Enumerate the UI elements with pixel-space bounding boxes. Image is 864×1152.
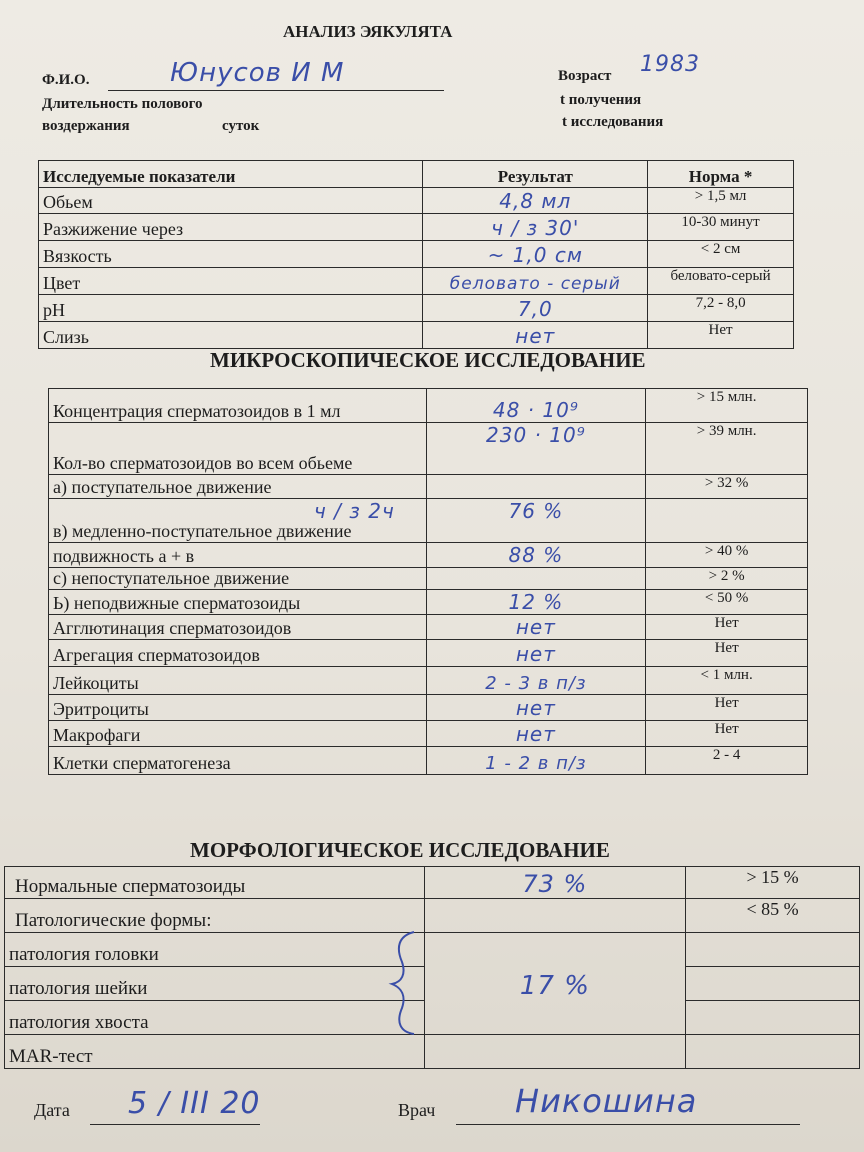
row-result: нет	[423, 322, 648, 349]
t-receive-label: t получения	[560, 92, 642, 108]
fio-label: Ф.И.О.	[42, 72, 90, 88]
days-label: суток	[222, 118, 260, 134]
micro-table	[48, 388, 808, 775]
table-row	[5, 867, 860, 899]
row-result: нет	[426, 721, 646, 747]
row-norm: < 2 см	[648, 241, 794, 268]
row-label: патология головки	[5, 933, 425, 967]
row-result: 230 · 10⁹	[426, 423, 646, 475]
table-row	[49, 590, 808, 615]
row-result: ~ 1,0 см	[423, 241, 648, 268]
row-norm: > 39 млн.	[646, 423, 808, 475]
table-row	[49, 615, 808, 640]
row-label: pH	[39, 295, 423, 322]
table-row	[5, 967, 860, 1001]
row-label: Концентрация сперматозоидов в 1 мл	[49, 389, 427, 423]
table-row	[5, 1035, 860, 1069]
table-row	[49, 721, 808, 747]
document-title: АНАЛИЗ ЭЯКУЛЯТА	[283, 22, 453, 41]
age-value: 1983	[640, 52, 700, 77]
morph-table	[4, 866, 860, 1069]
row-norm	[646, 499, 808, 543]
table-row	[39, 268, 794, 295]
row-norm: 7,2 - 8,0	[648, 295, 794, 322]
row-norm: < 85 %	[686, 899, 860, 933]
row-norm: 10-30 минут	[648, 214, 794, 241]
table-row	[5, 899, 860, 933]
row-norm	[686, 1035, 860, 1069]
row-label: MAR-тест	[5, 1035, 425, 1069]
row-result: 1 - 2 в п/з	[426, 747, 646, 775]
table-row	[49, 543, 808, 568]
table-row	[49, 568, 808, 590]
row-result: 4,8 мл	[423, 188, 648, 214]
row-label: Цвет	[39, 268, 423, 295]
fio-underline	[108, 90, 444, 91]
table-row	[5, 933, 860, 967]
row-norm: > 32 %	[646, 475, 808, 499]
table-row	[49, 499, 808, 543]
row-norm: > 2 %	[646, 568, 808, 590]
date-label: Дата	[34, 1100, 70, 1120]
duration-label-1: Длительность полового	[42, 96, 203, 112]
row-result	[426, 475, 646, 499]
table-row	[49, 667, 808, 695]
table-row	[39, 322, 794, 349]
table-header-row	[39, 161, 794, 188]
doctor-signature: Никошина	[515, 1082, 698, 1120]
row-label: Обьем	[39, 188, 423, 214]
row-result: 17 %	[424, 967, 686, 1001]
row-norm: Нет	[646, 640, 808, 667]
row-norm: 2 - 4	[646, 747, 808, 775]
date-underline	[90, 1124, 260, 1125]
basic-params-table	[38, 160, 794, 349]
doctor-underline	[456, 1124, 800, 1125]
row-label: Эритроциты	[49, 695, 427, 721]
micro-section-title: МИКРОСКОПИЧЕСКОЕ ИССЛЕДОВАНИЕ	[210, 348, 646, 372]
row-norm	[686, 933, 860, 967]
row-norm: беловато-серый	[648, 268, 794, 295]
row-result: нет	[426, 640, 646, 667]
row-norm: Нет	[646, 615, 808, 640]
row-label: а) поступательное движение	[49, 475, 427, 499]
date-value: 5 / III 20	[128, 1086, 261, 1121]
row-norm	[686, 967, 860, 1001]
row-result	[424, 1035, 686, 1069]
row-result	[426, 568, 646, 590]
row-label: Вязкость	[39, 241, 423, 268]
col-param-header: Исследуемые показатели	[39, 161, 423, 188]
table-row	[49, 747, 808, 775]
row-extra-note: ч / з 2ч	[314, 499, 395, 523]
row-label: подвижность а + в	[49, 543, 427, 568]
row-norm: > 1,5 мл	[648, 188, 794, 214]
row-norm: < 50 %	[646, 590, 808, 615]
row-result: нет	[426, 615, 646, 640]
brace-mark	[384, 928, 424, 1038]
row-label: Агглютинация сперматозоидов	[49, 615, 427, 640]
row-norm: Нет	[646, 721, 808, 747]
row-label: Макрофаги	[49, 721, 427, 747]
table-row	[49, 475, 808, 499]
row-result	[424, 899, 686, 933]
table-row	[39, 214, 794, 241]
row-result: ч / з 30'	[423, 214, 648, 241]
row-result: 76 %	[426, 499, 646, 543]
row-norm: Нет	[646, 695, 808, 721]
row-label: Лейкоциты	[49, 667, 427, 695]
row-result	[424, 933, 686, 967]
row-result: 88 %	[426, 543, 646, 568]
row-norm: > 15 млн.	[646, 389, 808, 423]
row-label: Патологические формы:	[5, 899, 425, 933]
table-row	[49, 389, 808, 423]
row-label: Клетки сперматогенеза	[49, 747, 427, 775]
fio-value: Юнусов И М	[170, 58, 345, 88]
t-study-label: t исследования	[562, 114, 664, 130]
row-norm: > 15 %	[686, 867, 860, 899]
row-result: нет	[426, 695, 646, 721]
doctor-label: Врач	[398, 1100, 436, 1120]
row-result: 48 · 10⁹	[426, 389, 646, 423]
row-label: с) непоступательное движение	[49, 568, 427, 590]
row-label-cell	[49, 499, 427, 543]
row-norm	[686, 1001, 860, 1035]
morph-section-title: МОРФОЛОГИЧЕСКОЕ ИССЛЕДОВАНИЕ	[190, 838, 610, 862]
row-label: Ь) неподвижные сперматозоиды	[49, 590, 427, 615]
table-row	[49, 695, 808, 721]
age-label: Возраст	[558, 68, 612, 84]
table-row	[39, 295, 794, 322]
table-row	[5, 1001, 860, 1035]
table-row	[49, 423, 808, 475]
row-result: 12 %	[426, 590, 646, 615]
col-result-header: Результат	[423, 161, 648, 188]
row-norm: < 1 млн.	[646, 667, 808, 695]
table-row	[39, 188, 794, 214]
row-label: патология хвоста	[5, 1001, 425, 1035]
row-label: в) медленно-поступательное движение	[53, 521, 352, 541]
table-row	[39, 241, 794, 268]
row-label: Кол-во сперматозоидов во всем обьеме	[49, 423, 427, 475]
row-result: 7,0	[423, 295, 648, 322]
row-label: Слизь	[39, 322, 423, 349]
duration-label-2: воздержания	[42, 118, 130, 134]
row-label: Нормальные сперматозоиды	[5, 867, 425, 899]
row-norm: > 40 %	[646, 543, 808, 568]
row-norm: Нет	[648, 322, 794, 349]
row-label: Разжижение через	[39, 214, 423, 241]
col-norm-header: Норма *	[648, 161, 794, 188]
row-result: 73 %	[424, 867, 686, 899]
row-label: Агрегация сперматозоидов	[49, 640, 427, 667]
row-result	[424, 1001, 686, 1035]
row-result: беловато - серый	[423, 268, 648, 295]
row-result: 2 - 3 в п/з	[426, 667, 646, 695]
row-label: патология шейки	[5, 967, 425, 1001]
table-row	[49, 640, 808, 667]
